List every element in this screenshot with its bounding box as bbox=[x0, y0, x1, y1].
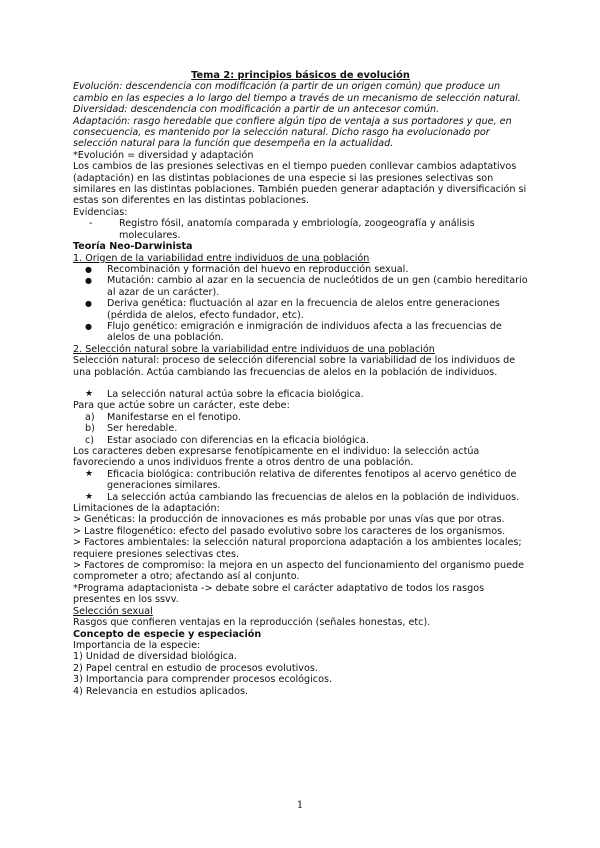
requisitos-list bbox=[73, 412, 528, 446]
list-item: ★ La selección actúa cambiando las frecuencias de alelos en la población de individuos. bbox=[85, 492, 528, 503]
limitacion-item: > Lastre filogenético: efecto del pasado evolutivo sobre los caracteres de los organismos. bbox=[73, 525, 506, 537]
document-page bbox=[73, 70, 528, 697]
list-item: ● Recombinación y formación del huevo en reproducción sexual. bbox=[85, 264, 528, 275]
definition-diversidad: Diversidad: descendencia con modificación a partir de un antecesor común. bbox=[73, 104, 440, 116]
section-heading-teoria: Teoría Neo-Darwinista bbox=[73, 241, 193, 253]
section-heading-origen: 1. Origen de la variabilidad entre individuos de una población bbox=[73, 252, 370, 264]
section-heading-seleccion: 2. Selección natural sobre la variabilidad entre individuos de una población bbox=[73, 343, 435, 355]
list-item: ● Deriva genética: fluctuación al azar en la frecuencia de alelos entre generaciones (pérdida de alelos, efecto fundador, etc). bbox=[85, 298, 528, 321]
spacer bbox=[73, 378, 528, 389]
list-marker: b) bbox=[85, 423, 95, 435]
importancia-label: Importancia de la especie: bbox=[73, 639, 201, 651]
page-number: 1 bbox=[296, 800, 304, 811]
star-list-1 bbox=[73, 389, 528, 400]
star-list-2 bbox=[73, 469, 528, 503]
list-marker: c) bbox=[85, 434, 95, 446]
paragraph-seleccion: Selección natural: proceso de selección diferencial sobre la variabilidad de los individuos de una población. Actúa cambiando las frecuencias de alelos en la población de individuos. bbox=[73, 355, 516, 378]
list-item bbox=[85, 435, 528, 446]
list-item: - Registro fósil, anatomía comparada y embriología, zoogeografía y análisis moleculares. bbox=[85, 218, 528, 241]
importancia-item: 3) Importancia para comprender procesos ecológicos. bbox=[73, 674, 333, 686]
evidencias-list bbox=[73, 218, 528, 241]
list-item bbox=[85, 423, 528, 434]
list-item: ★ La selección natural actúa sobre la eficacia biológica. bbox=[85, 389, 528, 400]
list-text: Manifestarse en el fenotipo. bbox=[107, 411, 241, 423]
document-title: Tema 2: principios básicos de evolución bbox=[191, 70, 410, 81]
list-text: Ser heredable. bbox=[107, 423, 178, 435]
paragraph-caracteres: Los caracteres deben expresarse fenotípicamente en el individuo: la selección actúa favoreciendo a unos individuos frente a otros dentro de una población. bbox=[73, 446, 480, 469]
paragraph-para: Para que actúe sobre un carácter, este debe: bbox=[73, 400, 290, 412]
section-heading-sexual: Selección sexual bbox=[73, 605, 153, 617]
list-text: Estar asociado con diferencias en la eficacia biológica. bbox=[107, 434, 369, 446]
importancia-item: 1) Unidad de diversidad biológica. bbox=[73, 651, 237, 663]
paragraph-sexual: Rasgos que confieren ventajas en la reproducción (señales honestas, etc). bbox=[73, 617, 431, 629]
list-item: ● Flujo genético: emigración e inmigración de individuos afecta a las frecuencias de alelos de una población. bbox=[85, 321, 528, 344]
limitacion-item: > Factores de compromiso: la mejora en un aspecto del funcionamiento del organismo puede comprometer a otro; afectando así al conjunto. bbox=[73, 560, 524, 583]
list-marker: a) bbox=[85, 411, 95, 423]
limitacion-item: > Factores ambientales: la selección natural proporciona adaptación a los ambientes locales; requiere presiones selectivas ctes. bbox=[73, 537, 522, 560]
list-item: ★ Eficacia biológica: contribución relativa de diferentes fenotipos al acervo genético de generaciones similares. bbox=[85, 469, 528, 492]
variabilidad-list bbox=[73, 264, 528, 344]
list-item bbox=[85, 412, 528, 423]
evolution-equation: *Evolución = diversidad y adaptación bbox=[73, 149, 254, 161]
paragraph-cambios: Los cambios de las presiones selectivas en el tiempo pueden conllevar cambios adaptativos (adaptación) en las distintas poblaciones de una especie si las presiones selectivas son similares en las distintas poblaciones. También pueden generar adaptación y diversificación si estas son diferentes en las distintas poblaciones. bbox=[73, 161, 527, 207]
section-heading-especie: Concepto de especie y especiación bbox=[73, 628, 262, 640]
definition-evolucion: Evolución: descendencia con modificación (a partir de un origen común) que produce un cambio en las especies a lo largo del tiempo a través de un mecanismo de selección natural. bbox=[73, 81, 521, 104]
limitaciones-label: Limitaciones de la adaptación: bbox=[73, 503, 220, 515]
list-item: ● Mutación: cambio al azar en la secuencia de nucleótidos de un gen (cambio hereditario al azar de un carácter). bbox=[85, 275, 528, 298]
importancia-item: 2) Papel central en estudio de procesos evolutivos. bbox=[73, 662, 318, 674]
importancia-item: 4) Relevancia en estudios aplicados. bbox=[73, 685, 249, 697]
paragraph-programa: *Programa adaptacionista -> debate sobre el carácter adaptativo de todos los rasgos presentes en los ssvv. bbox=[73, 582, 485, 606]
evidencias-label: Evidencias: bbox=[73, 206, 128, 218]
limitacion-item: > Genéticas: la producción de innovaciones es más probable por unas vías que por otras. bbox=[73, 514, 505, 526]
definition-adaptacion: Adaptación: rasgo heredable que confiere algún tipo de ventaja a sus portadores y que, en consecuencia, es mantenido por la selección natural. Dicho rasgo ha evolucionado por selección natural para la función que desempeña en la actualidad. bbox=[73, 115, 512, 150]
